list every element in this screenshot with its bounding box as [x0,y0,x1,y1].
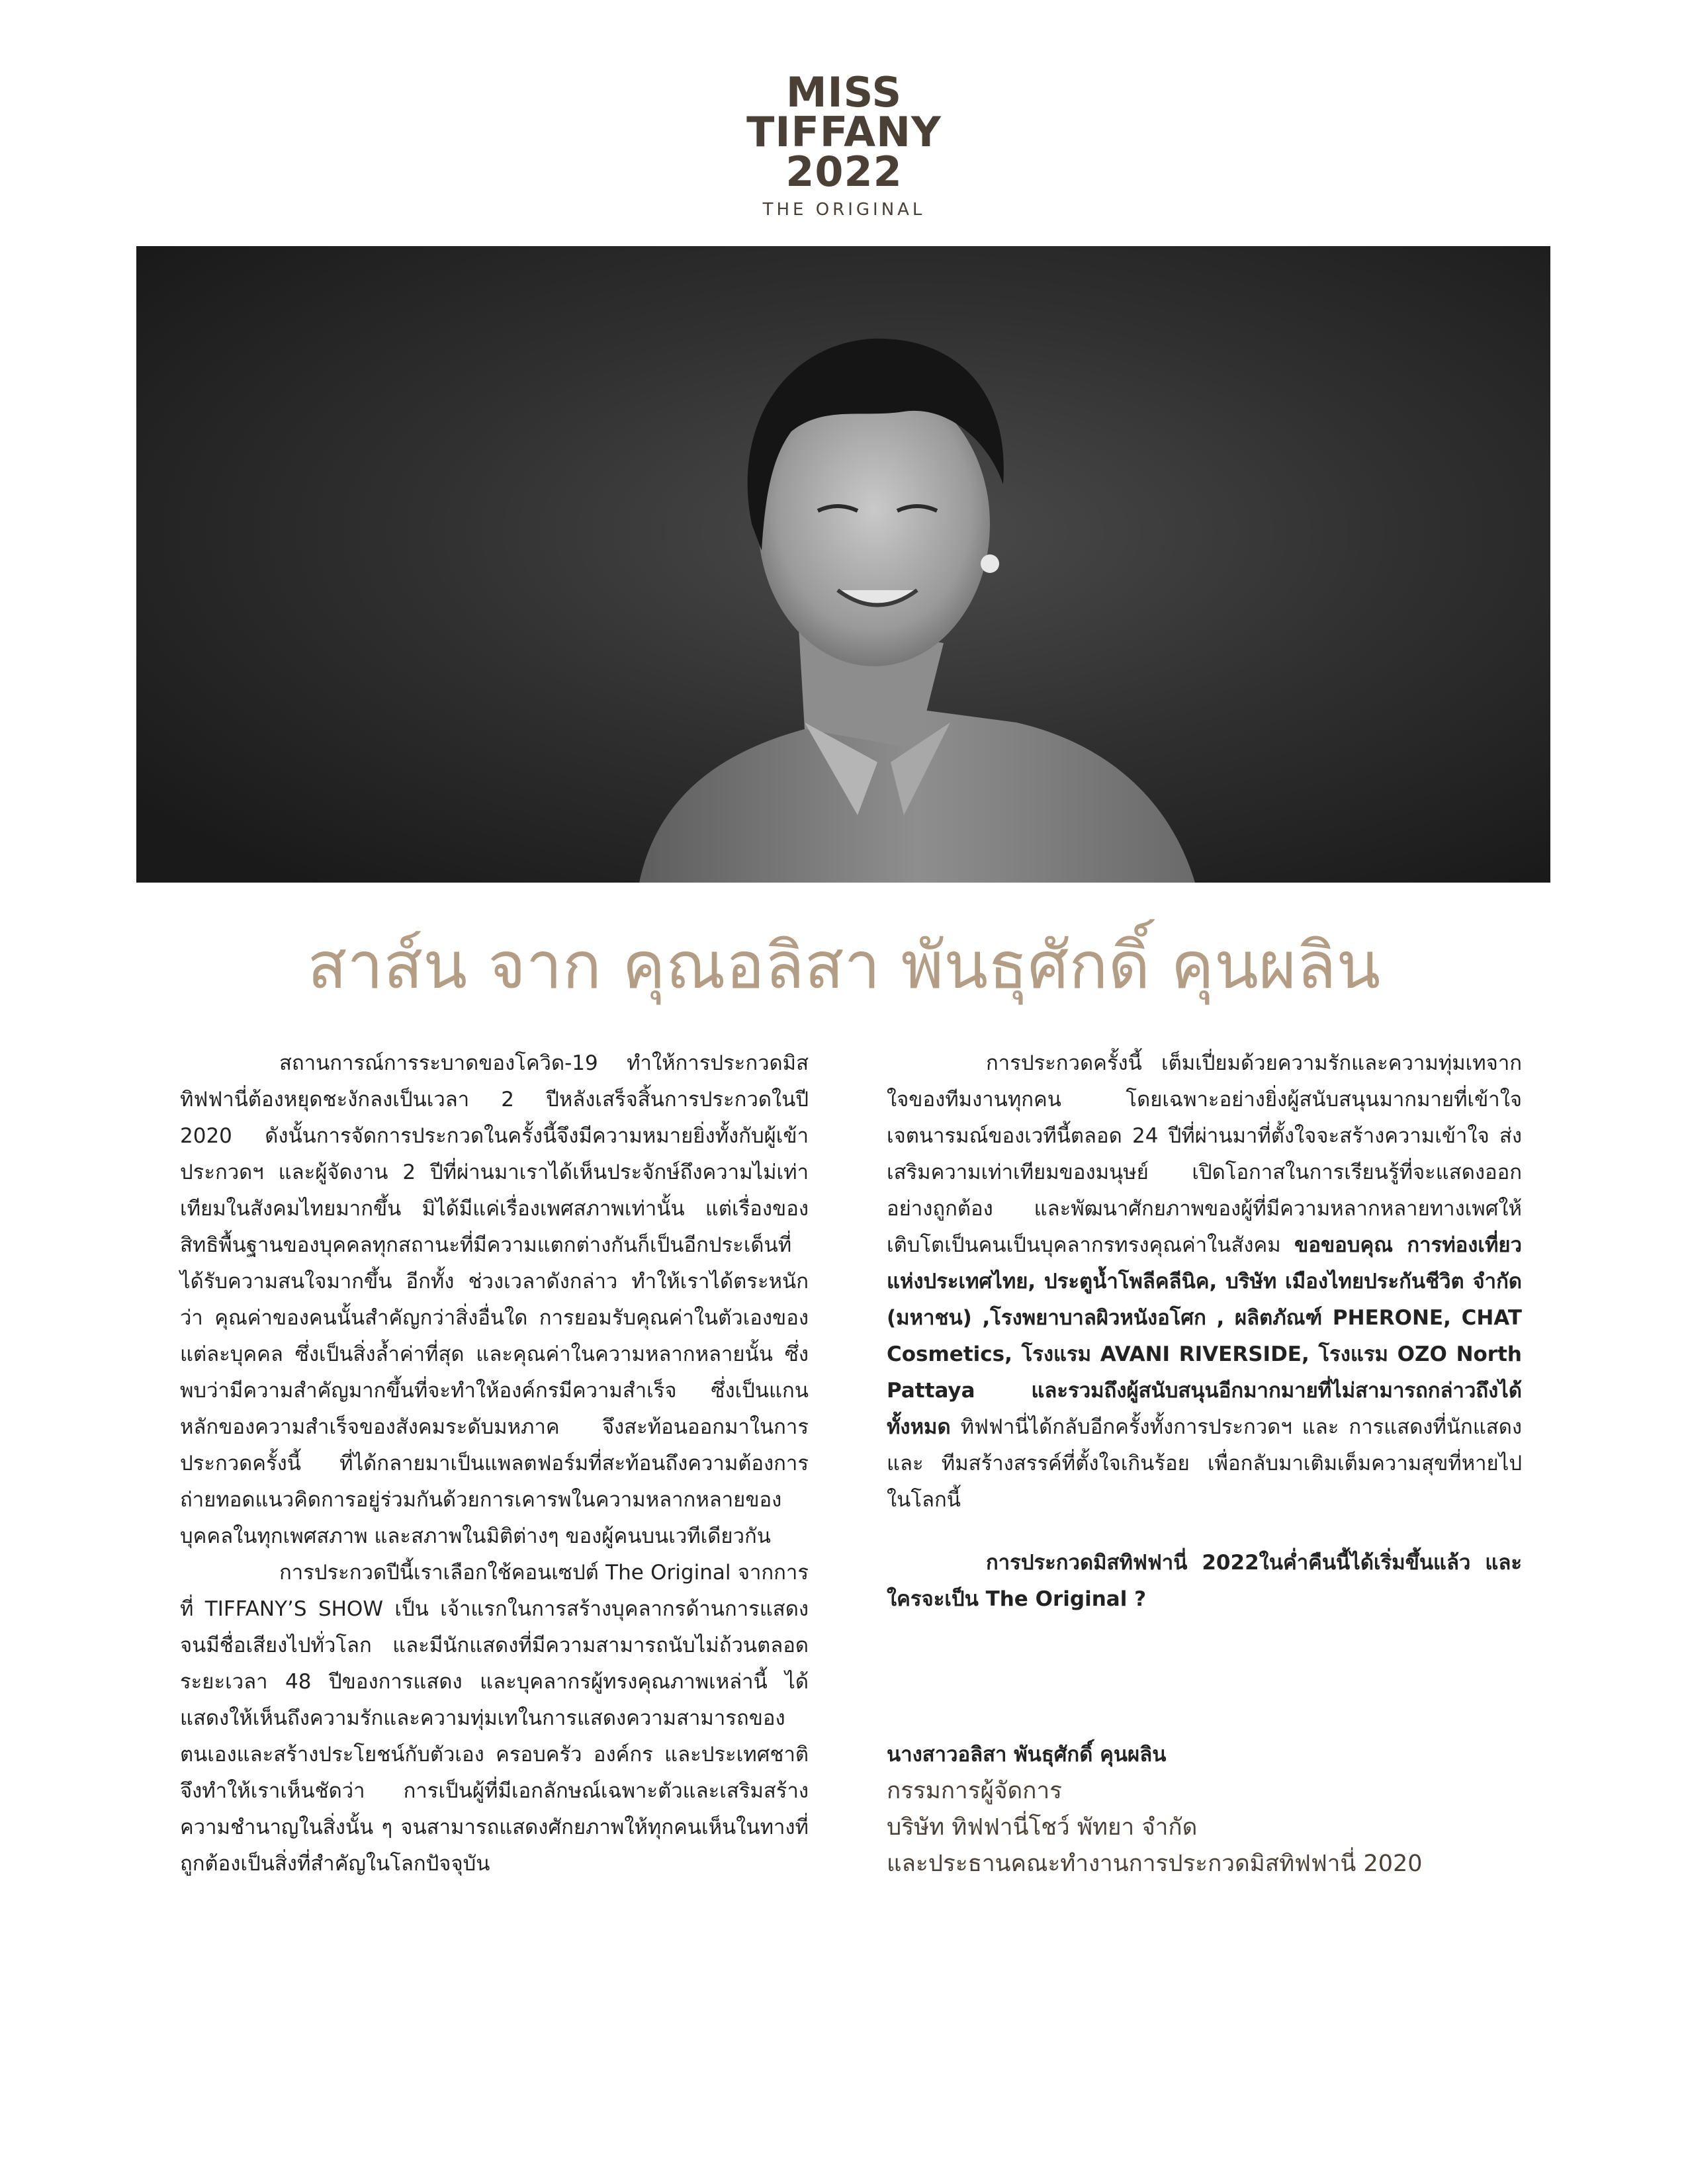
right-column [887,1045,1522,1618]
miss-tiffany-logo [0,68,1688,220]
portrait-illustration [136,246,1550,883]
signatory-title: กรรมการผู้จัดการ [887,1778,1062,1804]
logo-subtitle: THE ORIGINAL [762,200,926,220]
left-paragraph-1: สถานการณ์การระบาดของโควิด-19 ทำให้การประกวดมิสทิฟฟานี่ต้องหยุดชะงักลงเป็นเวลา 2 ปีหลังเสร็จสิ้นการประกวดในปี 2020 ดังนั้นการจัดการประกวดในครั้งนี้จึงมีความหมายยิ่งทั้งกับผู้เข้าประกวดฯ และผู้จัดงาน 2 ปีที่ผ่านมาเราได้เห็นประจักษ์ถึงความไม่เท่าเทียมในสังคมไทยมากขึ้น มิได้มีแค่เรื่องเพศสภาพเท่านั้น แต่เรื่องของสิทธิพื้นฐานของบุคคลทุกสถานะที่มีความแตกต่างกันก็เป็นอีกประเด็นที่ได้รับความสนใจมากขึ้น อีกทั้ง ช่วงเวลาดังกล่าว ทำให้เราได้ตระหนักว่า คุณค่าของคนนั้นสำคัญกว่าสิ่งอื่นใด การยอมรับคุณค่าในตัวเองของแต่ละบุคคล ซึ่งเป็นสิ่งล้ำค่าที่สุด และคุณค่าในความหลากหลายนั้น ซึ่งพบว่ามีความสำคัญมากขึ้นที่จะทำให้องค์กรมีความสำเร็จ ซึ่งเป็นแกนหลักของความสำเร็จของสังคมระดับมหภาค จึงสะท้อนออกมาในการประกวดครั้งนี้ ที่ได้กลายมาเป็นแพลตฟอร์มที่สะท้อนถึงความต้องการถ่ายทอดแนวคิดการอยู่ร่วมกันด้วยการเคารพในความหลากหลายของบุคคลในทุกเพศสภาพ และสภาพในมิติต่างๆ ของผู้คนบนเวทีเดียวกัน [180,1051,809,1548]
signatory-name: นางสาวอลิสา พันธุศักดิ์ คุนผลิน [887,1743,1167,1767]
logo-line-year: 2022 [785,148,903,196]
right-paragraph-1-start: การประกวดครั้งนี้ เต็มเปี่ยมด้วยความรักและความทุ่มเทจากใจของทีมงานทุกคน โดยเฉพาะอย่างยิ่งผู้สนับสนุนมากมายที่เข้าใจเจตนารมณ์ของเวทีนี้ตลอด 24 ปีที่ผ่านมาที่ตั้งใจจะสร้างความเข้าใจ ส่งเสริมความเท่าเทียมของมนุษย์ เปิดโอกาสในการเรียนรู้ที่จะแสดงออกอย่างถูกต้อง และพัฒนาศักยภาพของผู้ที่มีความหลากหลายทางเพศให้เติบโตเป็นคนเป็นบุคลากรทรงคุณค่าในสังคม [887,1051,1522,1257]
portrait-photo [136,246,1550,883]
closing-question: การประกวดมิสทิฟฟานี่ 2022ในค่ำคืนนี้ได้เริ่มขึ้นแล้ว และ ใครจะเป็น The Original ? [887,1551,1522,1611]
signature-block [887,1737,1522,1882]
left-column [180,1045,809,1882]
left-paragraph-2: การประกวดปีนี้เราเลือกใช้คอนเซปต์ The Original จากการที่ TIFFANY’S SHOW เป็น เจ้าแรกในการสร้างบุคลากรด้านการแสดงจนมีชื่อเสียงไปทั่วโลก และมีนักแสดงที่มีความสามารถนับไม่ถ้วนตลอดระยะเวลา 48 ปีของการแสดง และบุคลากรผู้ทรงคุณภาพเหล่านี้ ได้แสดงให้เห็นถึงความรักและความทุ่มเทในการแสดงความสามารถของตนเองและสร้างประโยชน์กับตัวเอง ครอบครัว องค์กร และประเทศชาติ จึงทำให้เราเห็นชัดว่า การเป็นผู้ที่มีเอกลักษณ์เฉพาะตัวและเสริมสร้างความชำนาญในสิ่งนั้น ๆ จนสามารถแสดงศักยภาพให้ทุกคนเห็นในทางที่ถูกต้องเป็นสิ่งที่สำคัญในโลกปัจจุบัน [180,1561,809,1876]
right-paragraph-1 [887,1045,1522,1518]
right-paragraph-1-end: ทิฟฟานี่ได้กลับอีกครั้งทั้งการประกวดฯ และ การแสดงที่นักแสดงและ ทีมสร้างสรรค์ที่ตั้งใจเกินร้อย เพื่อกลับมาเติมเต็มความสุขที่หายไปในโลกนี้ [887,1415,1522,1512]
logo-line-tiffany: TIFFANY [746,108,942,156]
signatory-position: และประธานคณะทำงานการประกวดมิสทิฟฟานี่ 2020 [887,1851,1423,1877]
page-headline: สาส์น จาก คุณอลิสา พันธุศักดิ์ คุนผลิน [307,928,1381,1004]
logo-line-miss: MISS [785,68,903,116]
sponsor-thanks: ขอขอบคุณ การท่องเที่ยวแห่งประเทศไทย, ประตูน้ำโพลีคลีนิค, บริษัท เมืองไทยประกันชีวิต จำกัด (มหาชน) ,โรงพยาบาลผิวหนังอโศก , ผลิตภัณฑ์ PHERONE, CHAT Cosmetics, โรงแรม AVANI RIVERSIDE, โรงแรม OZO North Pattaya และรวมถึงผู้สนับสนุนอีกมากมายที่ไม่สามารถกล่าวถึงได้ทั้งหมด [887,1233,1522,1439]
signatory-company: บริษัท ทิฟฟานี่โชว์ พัทยา จำกัด [887,1814,1198,1841]
